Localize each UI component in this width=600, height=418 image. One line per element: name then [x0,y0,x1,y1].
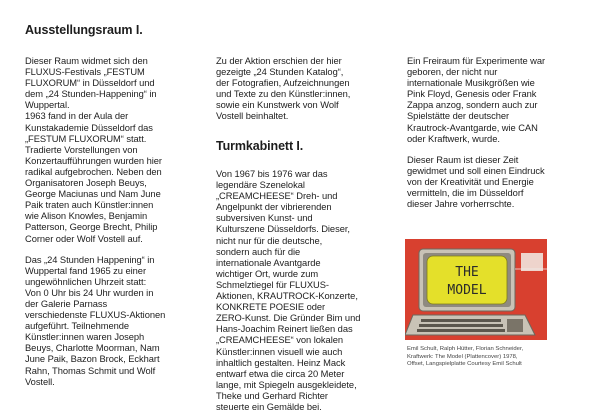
paragraph-festum-fluxorum: Dieser Raum widmet sich den FLUXUS-Festivals „FESTUM FLUXORUM“ in Düsseldorf und dem „24 Stunden-Happening“ in Wuppertal. 1963 fand in der Aula der Kunstakademie Düsseldorf das „FESTUM FLUXORUM“ statt. Tradierte Vorstellungen von Konzertaufführungen wurden hier radikal aufgebrochen. Neben den Organisatoren Joseph Beuys, George Maciunas und Nam June Paik traten auch Künstler:innen wie Alison Knowles, Benjamin Patterson, George Brecht, Philip Corner oder Wolf Vostell auf. [25,56,162,244]
paragraph-freiraum: Ein Freiraum für Experimente war geboren, der nicht nur internationale Musikgrößen wie Pink Floyd, Genesis oder Frank Zappa anzog, sondern auch zur Spielstätte der deutscher Krautrock-Avantgarde, wie CAN oder Kraftwerk, wurde. [407,56,546,144]
paragraph-creamcheese: Von 1967 bis 1976 war das legendäre Szenelokal „CREAMCHEESE“ Dreh- und Angelpunkt der vibrierenden subversiven Kunst- und Kulturszene Düsseldorfs. Dieser, nicht nur für die deutsche, sondern auch für die internationale Avantgarde wichtiger Ort, wurde zum Schmelztiegel für FLUXUS- Aktionen, KRAUTROCK-Konzerte, KONKRETE POESIE oder ZERO-Kunst. Die Gründer Bim und Hans-Joachim Reinert ließen das „CREAMCHEESE“ von lokalen Künstler:innen visuell wie auch inhaltlich gestalten. Heinz Mack entwarf etwa die circa 20 Meter lange, mit Spiegeln ausgekleidete, Theke und Gerhard Richter steuerte ein Gemälde bei. [216,169,361,412]
paragraph-dieser-raum: Dieser Raum ist dieser Zeit gewidmet und soll einen Eindruck von der Kreativität und Energie vermitteln, die im Düsseldorf dieser Jahre vorherrschte. [407,154,545,210]
screen-text-the: THE [455,265,479,280]
paragraph-24-stunden-katalog: Zu der Aktion erschien der hier gezeigte „24 Stunden Katalog“, der Fotografien, Aufzeichnungen und Texte zu den Künstler:innen, sowie ein Kunstwerk von Wolf Vostell beinhaltet. [216,56,351,122]
text-column-3 [407,56,583,210]
section-title-turmkabinett: Turmkabinett I. [216,139,304,153]
section-title-ausstellungsraum: Ausstellungsraum I. [25,23,143,37]
computer-keyboard-illustration [405,315,535,335]
text-column-2 [216,56,392,412]
text-column-1 [25,56,201,388]
screen-text-model: MODEL [447,283,487,298]
kraftwerk-the-model-cover-image [405,239,547,340]
image-caption: Emil Schult, Ralph Hütter, Florian Schneider, Kraftwerk: The Model (Plattencover) 1978, Offset, Langspielplatte Courtesy Emil Schult [407,346,524,368]
paragraph-24-stunden-happening: Das „24 Stunden Happening“ in Wuppertal fand 1965 zu einer ungewöhnlichen Uhrzeit statt: Von 0 Uhr bis 24 Uhr wurden in der Galerie Parnass verschiedenste FLUXUS-Aktionen aufgeführt. Teilnehmende Künstler:innen waren Joseph Beuys, Charlotte Moorman, Nam June Paik, Bazon Brock, Eckhart Rahn, Thomas Schmit und Wolf Vostell. [25,254,166,387]
